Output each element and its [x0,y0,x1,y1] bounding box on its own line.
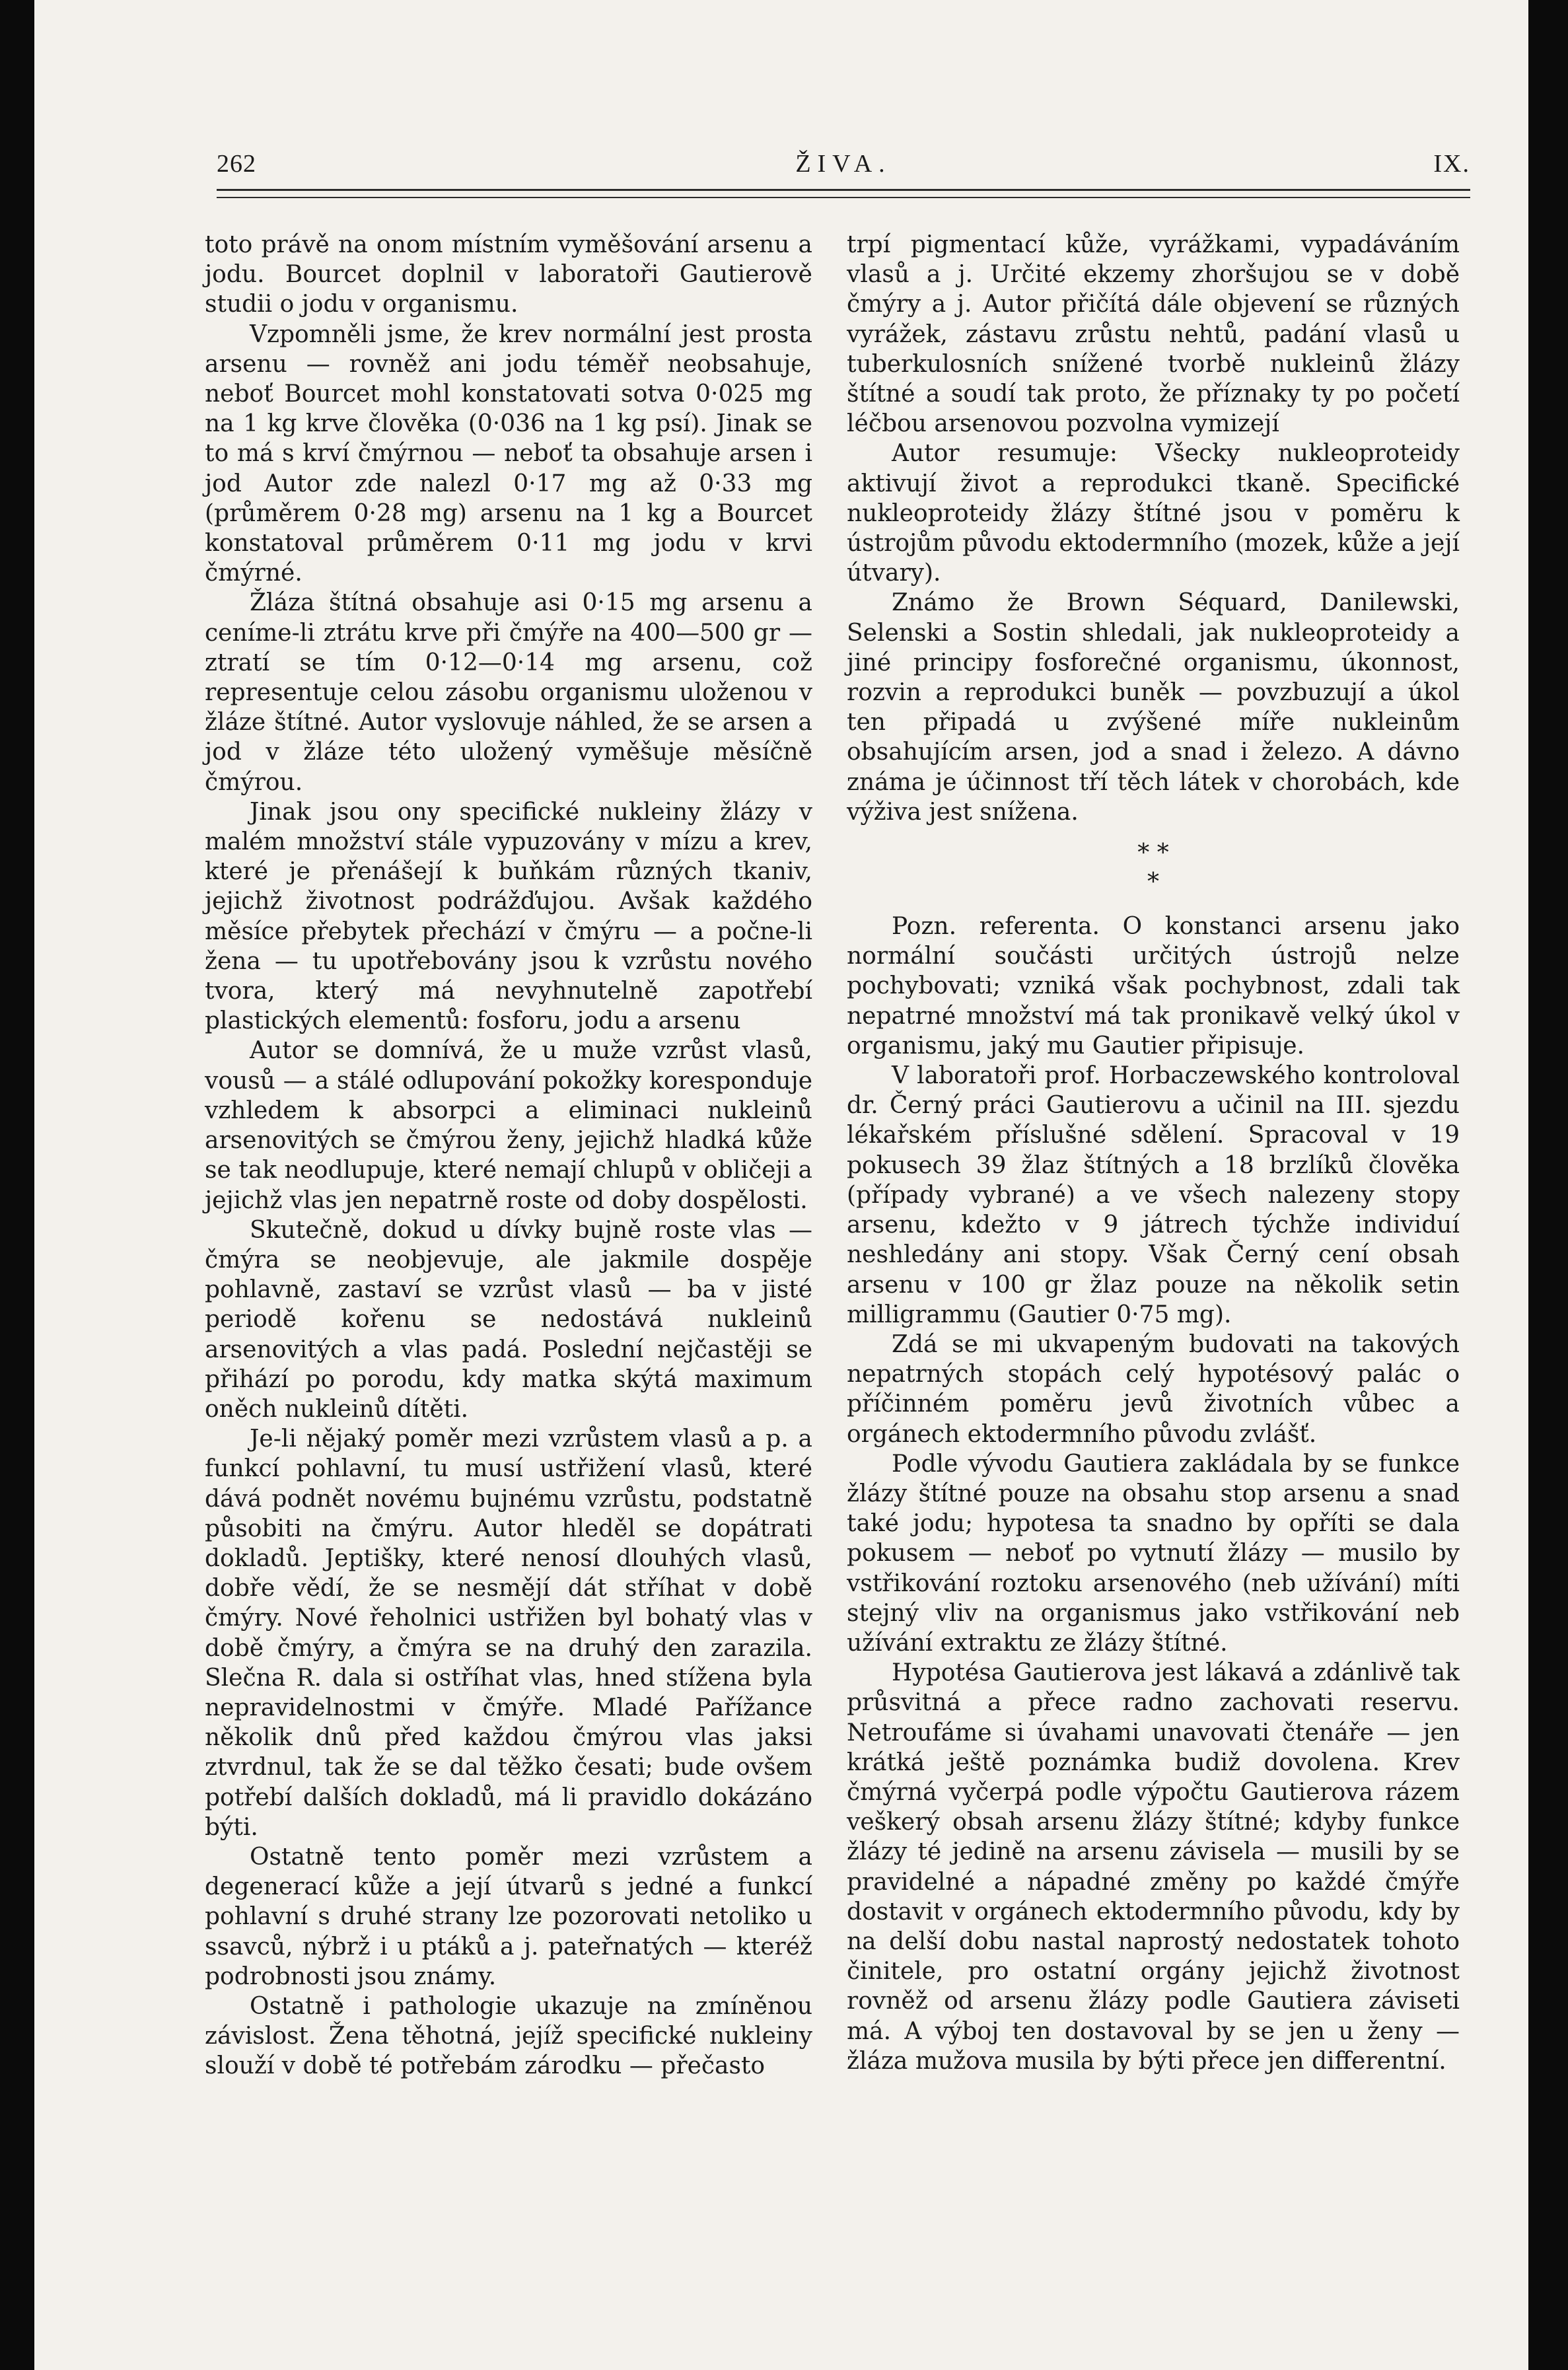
paragraph: Známo že Brown Séquard, Danilewski, Selenski a Sostin shledali, jak nukleoproteidy a jiné principy fosforečné organismu, úkonnost, rozvin a reprodukci buněk — povzbuzují a úkol ten připadá u zvýšené míře nukleinům obsahujícím arsen, jod a snad i železo. A dávno známa je účinnost tří těch látek v chorobách, kde výživa jest snížena. [847,589,1460,826]
paragraph: Hypotésa Gautierova jest lákavá a zdánlivě tak průsvitná a přece radno zachovati reservu. Netroufáme si úvahami unavovati čtenáře — jen krátká ještě poznámka budiž dovolena. Krev čmýrná vyčerpá podle výpočtu Gautierova rázem veškerý obsah arsenu žlázy štítné; kdyby funkce žlázy té jedině na arsenu závisela — musili by se pravidelné a nápadné změny po každé čmýře dostavit v orgánech ektodermního původu, kdy by na delší dobu nastal naprostý nedostatek tohoto činitele, pro ostatní orgány jejichž životnost rovněž od arsenu žlázy podle Gautiera záviseti má. A výboj ten dostavoval by se jen u ženy — žláza mužova musila by býti přece jen differentní. [847,1659,1460,2075]
separator-stars-top: * * [1137,840,1169,867]
paragraph: Skutečně, dokud u dívky bujně roste vlas — čmýra se neobjevuje, ale jakmile dospěje pohlavně, zastaví se vzrůst vlasů — ba v jisté periodě kořenu se nedostává nukleinů arsenovitých a vlas padá. Poslední nejčastěji se přihází po porodu, kdy matka skýtá maximum oněch nukleinů dítěti. [205,1216,812,1423]
paragraph: Podle vývodu Gautiera zakládala by se funkce žlázy štítné pouze na obsahu stop arsenu a snad také jodu; hypotesa ta snadno by opříti se dala pokusem — neboť po vytnutí žlázy — musilo by vstřikování roztoku arsenového (neb užívání) míti stejný vliv na organismus jako vstřikování neb užívání extraktu ze žlázy štítné. [847,1450,1460,1657]
document-page [34,0,1528,2370]
paragraph: Autor se domnívá, že u muže vzrůst vlasů, vousů — a stálé odlupování pokožky koresponduje vzhledem k absorpci a eliminaci nukleinů arsenovitých se čmýrou ženy, jejichž hladká kůže se tak neodlupuje, které nemají chlupů v obličeji a jejichž vlas jen nepatrně roste od doby dospělosti. [205,1037,812,1214]
separator-stars-bottom: * [1147,869,1159,896]
paragraph: Vzpomněli jsme, že krev normální jest prosta arsenu — rovněž ani jodu téměř neobsahuje, neboť Bourcet mohl konstatovati sotva 0·025 mg na 1 kg krve člověka (0·036 na 1 kg psí). Jinak se to má s krví čmýrnou — neboť ta obsahuje arsen i jod Autor zde nalezl 0·17 mg až 0·33 mg (průměrem 0·28 mg) arsenu na 1 kg a Bourcet konstatoval průměrem 0·11 mg jodu v krvi čmýrné. [205,320,812,587]
paragraph: Jinak jsou ony specifické nukleiny žlázy v malém množství stále vypuzovány v mízu a krev, které je přenášejí k buňkám různých tkaniv, jejichž životnost podrážďujou. Avšak každého měsíce přebytek přechází v čmýru — a počne-li žena — tu upotřebovány jsou k vzrůstu nového tvora, který má nevyhnutelně zapotřebí plastických elementů: fosforu, jodu a arsenu [205,798,812,1035]
running-header [217,149,1470,189]
paragraph: trpí pigmentací kůže, vyrážkami, vypadáváním vlasů a j. Určité ekzemy zhoršujou se v době čmýry a j. Autor přičítá dále objevení se různých vyrážek, zástavu zrůstu nehtů, padání vlasů u tuberkulosních snížené tvorbě nukleinů žlázy štítné a soudí tak proto, že příznaky ty po početí léčbou arsenovou pozvolna vymizejí [847,231,1460,438]
paragraph: toto právě na onom místním vyměšování arsenu a jodu. Bourcet doplnil v laboratoři Gautierově studii o jodu v organismu. [205,231,812,318]
paragraph: Je-li nějaký poměr mezi vzrůstem vlasů a p. a funkcí pohlavní, tu musí ustřižení vlasů, které dává podnět novému bujnému vzrůstu, podstatně působiti na čmýru. Autor hleděl se dopátrati dokladů. Jeptišky, které nenosí dlouhých vlasů, dobře vědí, že se nesmějí dát stříhat v době čmýry. Nové řeholnici ustřižen byl bohatý vlas v době čmýry, a čmýra se na druhý den zarazila. Slečna R. dala si ostříhat vlas, hned stížena byla nepravidelnostmi v čmýře. Mladé Pařížance několik dnů před každou čmýrou vlas jaksi ztvrdnul, tak že se dal těžko česati; bude ovšem potřebí dalších dokladů, má li pravidlo dokázáno býti. [205,1425,812,1841]
paragraph: Zdá se mi ukvapeným budovati na takových nepatrných stopách celý hypotésový palác o příčinném poměru jevů životních vůbec a orgánech ektodermního původu zvlášť. [847,1330,1460,1448]
paragraph: Pozn. referenta. O konstanci arsenu jako normální součásti určitých ústrojů nelze pochybovati; vzniká však pochybnost, zdali tak nepatrné množství má tak pronikavě velký úkol v organismu, jaký mu Gautier připisuje. [847,913,1460,1059]
paragraph: Autor resumuje: Všecky nukleoproteidy aktivují život a reprodukci tkaně. Specifické nukleoproteidy žlázy štítné jsou v poměru k ústrojům původu ektodermního (mozek, kůže a její útvary). [847,440,1460,587]
section-separator [847,839,1460,897]
paragraph: Ostatně tento poměr mezi vzrůstem a degenerací kůže a její útvarů s jedné a funkcí pohlavní s druhé strany lze pozorovati netoliko u ssavců, nýbrž i u ptáků a j. pateřnatých — kteréž podrobnosti jsou známy. [205,1843,812,1990]
journal-title: ŽIVA. [795,150,892,178]
header-rule [217,189,1470,198]
left-column [205,230,812,2081]
volume-number: IX. [1433,150,1470,178]
paragraph: V laboratoři prof. Horbaczewského kontroloval dr. Černý práci Gautierovu a učinil na III. sjezdu lékařském příslušné sdělení. Spracoval v 19 pokusech 39 žlaz štítných a 18 brzlíků člověka (případy vybrané) a ve všech nalezeny stopy arsenu, kdežto v 9 játrech týchže individuí neshledány ani stopy. Však Černý cení obsah arsenu v 100 gr žlaz pouze na několik setin milligrammu (Gautier 0·75 mg). [847,1062,1460,1328]
paragraph: Ostatně i pathologie ukazuje na zmíněnou závislost. Žena těhotná, jejíž specifické nukleiny slouží v době té potřebám zárodku — přečasto [205,1992,812,2080]
right-column [847,230,1460,2076]
page-number: 262 [217,150,256,178]
paragraph: Žláza štítná obsahuje asi 0·15 mg arsenu a ceníme-li ztrátu krve při čmýře na 400—500 gr — ztratí se tím 0·12—0·14 mg arsenu, což representuje celou zásobu organismu uloženou v žláze štítné. Autor vyslovuje náhled, že se arsen a jod v žláze této uložený vyměšuje měsíčně čmýrou. [205,589,812,796]
